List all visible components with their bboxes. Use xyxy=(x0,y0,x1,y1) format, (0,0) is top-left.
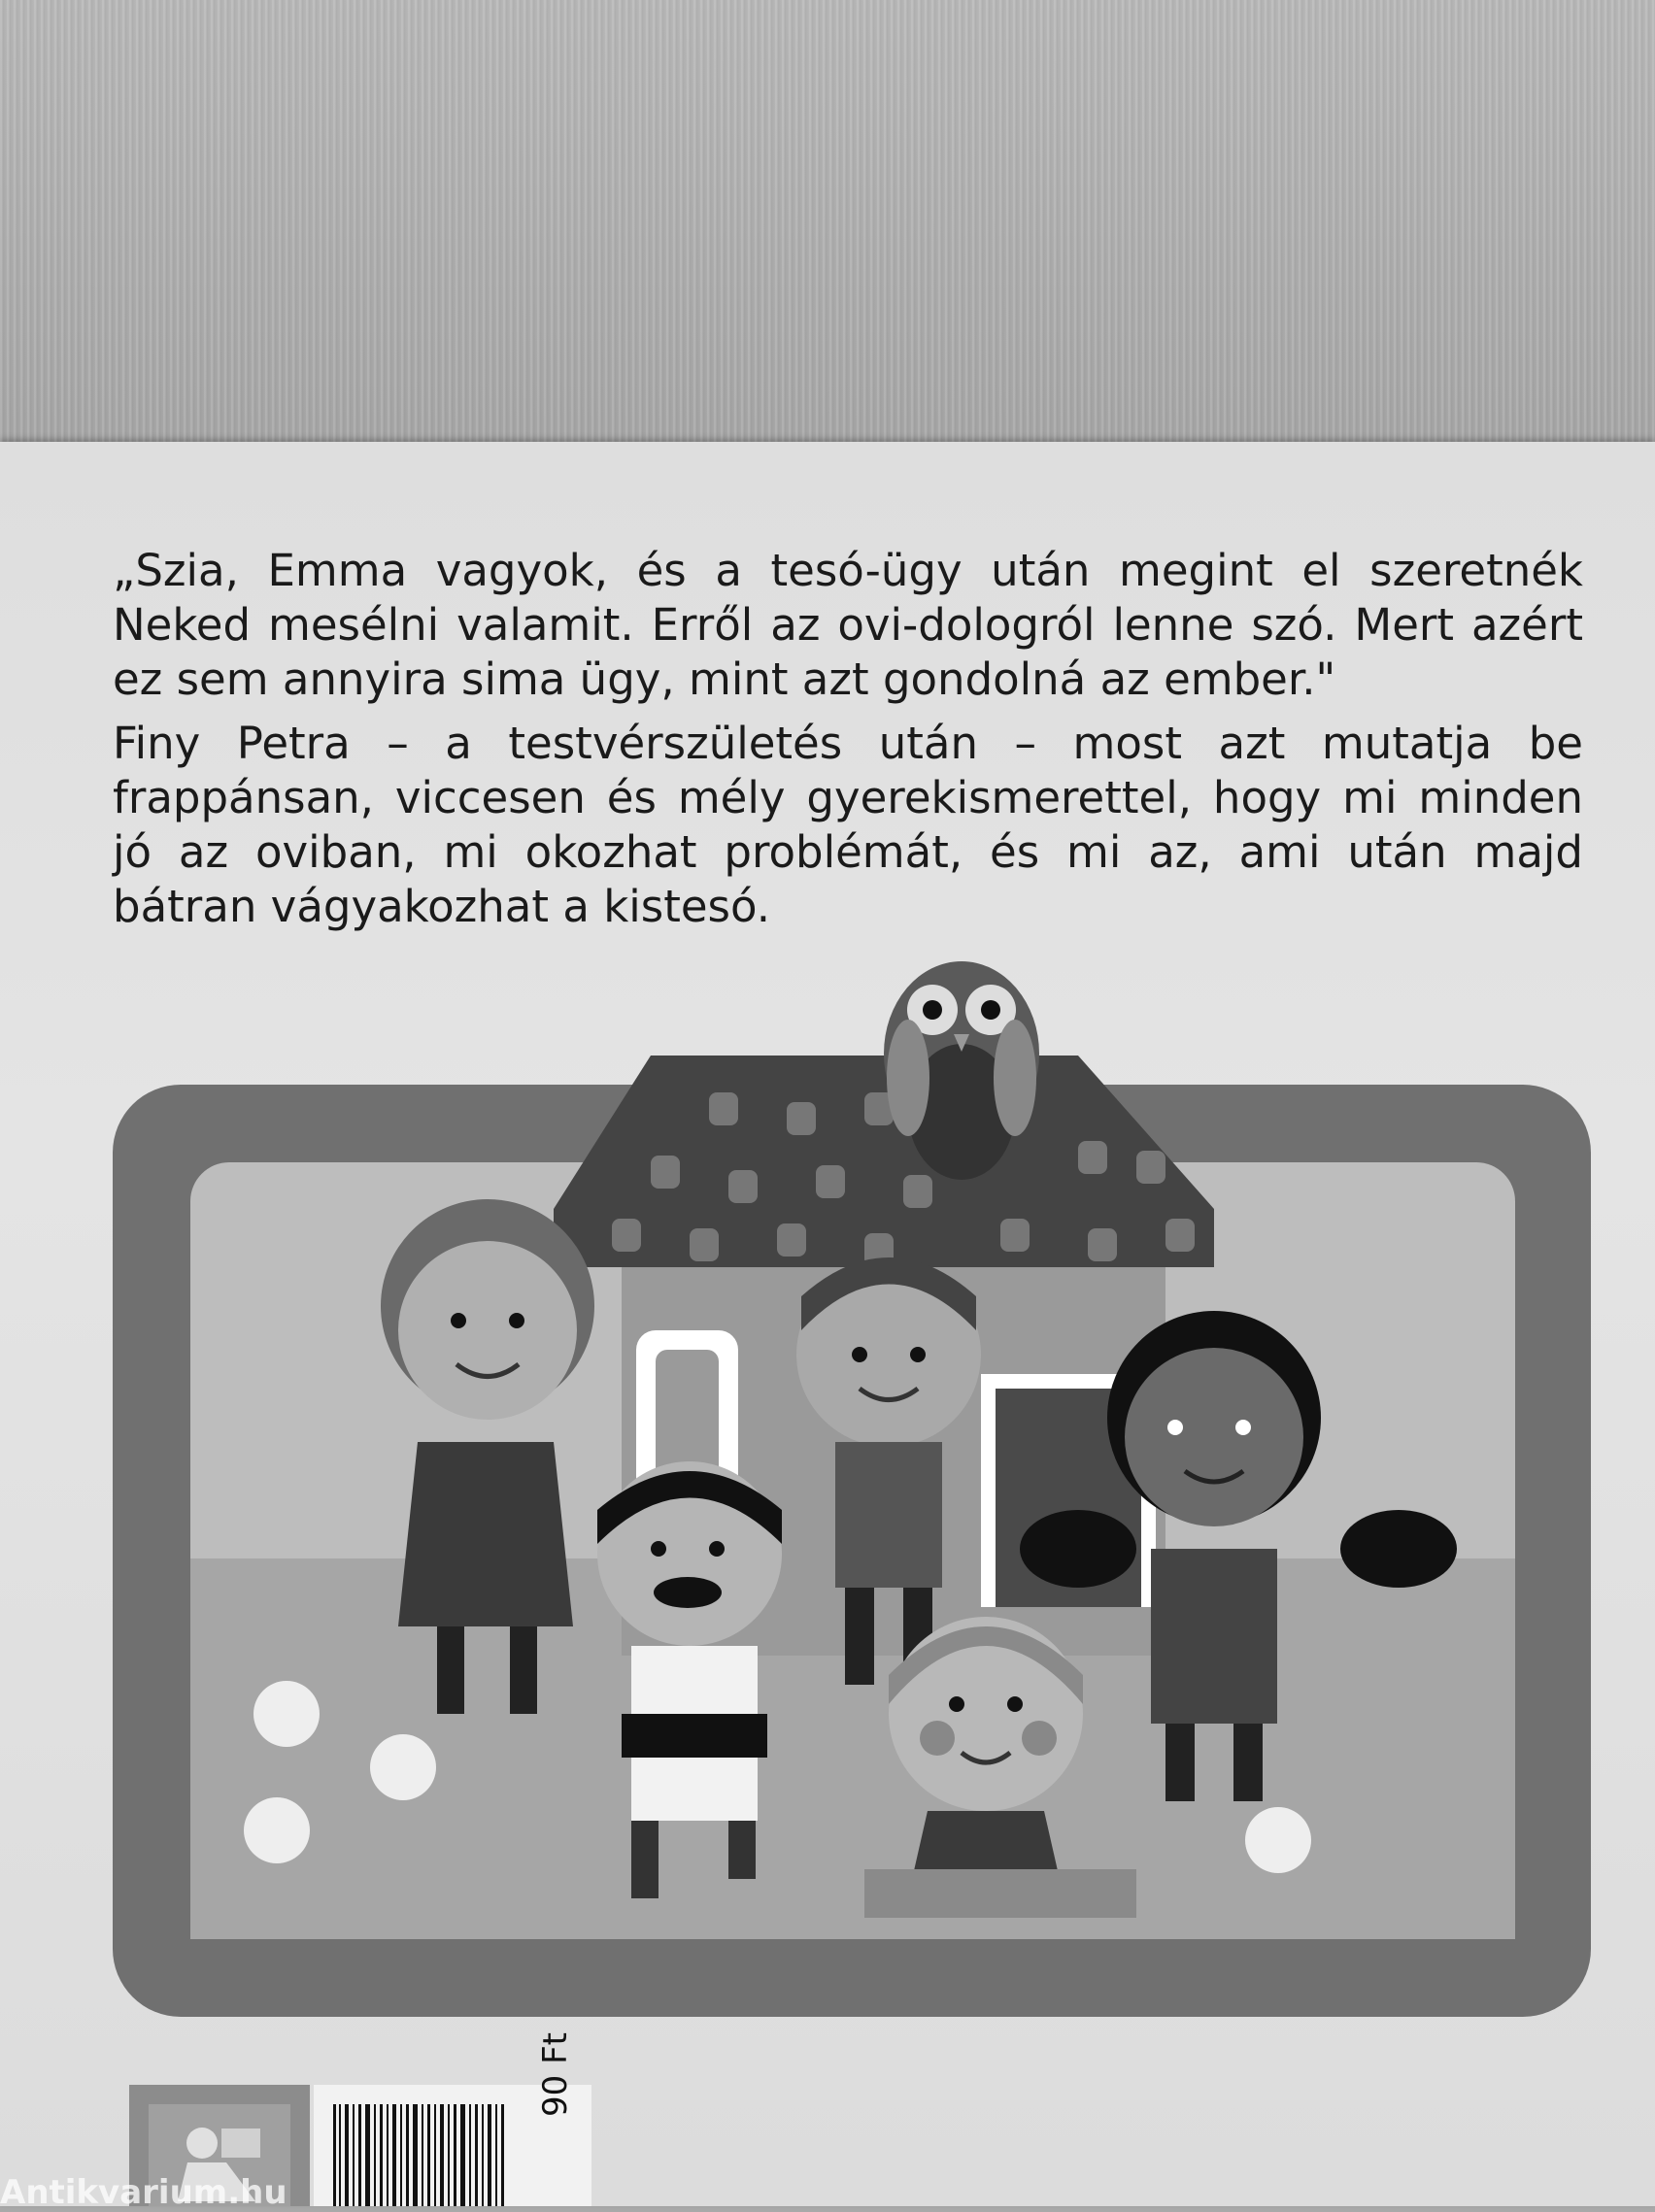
house-children-illustration xyxy=(107,947,1598,2044)
blurb-description: Finy Petra – a testvérszületés után – most azt mutatja be frappánsan, viccesen és mély gyerekismerettel, hogy mi minden jó az oviban, mi okozhat problémát, és mi az, ami után majd bátran vágyakozhat a kistesó. xyxy=(113,718,1583,932)
price-label: 90 Ft xyxy=(536,2032,575,2117)
wooden-table-background xyxy=(0,0,1655,456)
blurb-text xyxy=(113,544,1583,944)
watermark-text: Antikvarium.hu xyxy=(0,2173,287,2212)
blurb-quote: „Szia, Emma vagyok, és a tesó-ügy után megint el szeretnék Neked mesélni valamit. Erről az ovi-dologról lenne szó. Mert azért ez sem annyira sima ügy, mint azt gondolná az ember." xyxy=(113,545,1583,705)
